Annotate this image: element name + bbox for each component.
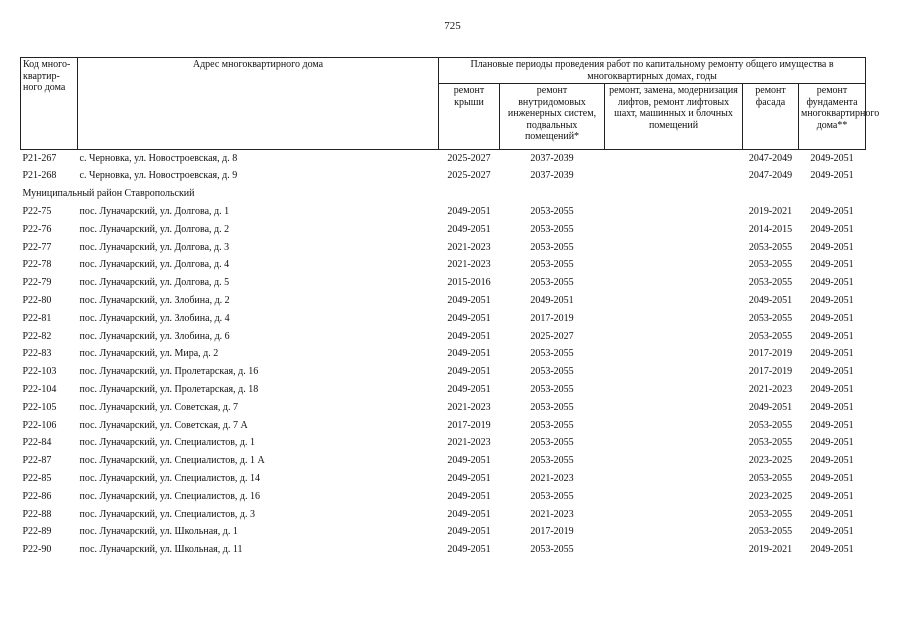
cell-facade: 2019-2021 — [748, 544, 793, 556]
cell-address: пос. Луначарский, ул. Долгова, д. 5 — [79, 277, 230, 289]
cell-foundation: 2049-2051 — [810, 472, 854, 484]
cell-roof: 2021-2023 — [447, 437, 491, 449]
cell-address: с. Черновка, ул. Новостроевская, д. 9 — [79, 170, 238, 182]
cell-address: пос. Луначарский, ул. Школьная, д. 1 — [79, 526, 238, 538]
cell-foundation: 2049-2051 — [810, 490, 854, 502]
cell-facade: 2053-2055 — [748, 472, 793, 484]
cell-engineering: 2053-2055 — [530, 241, 574, 253]
cell-engineering: 2037-2039 — [530, 170, 574, 182]
table-row — [21, 487, 866, 505]
cell-address: пос. Луначарский, ул. Долгова, д. 1 — [79, 205, 230, 217]
cell-foundation: 2049-2051 — [810, 241, 854, 253]
cell-foundation: 2049-2051 — [810, 205, 854, 217]
table-row — [21, 470, 866, 488]
cell-elevators — [605, 470, 743, 488]
header-elevators: ремонт, замена, модернизация лифтов, ремонт лифтовых шахт, машинных и блочных помещений — [605, 84, 743, 150]
cell-code: P22-82 — [22, 330, 52, 342]
cell-facade: 2053-2055 — [748, 526, 793, 538]
cell-elevators — [605, 345, 743, 363]
cell-roof: 2021-2023 — [447, 241, 491, 253]
cell-address: пос. Луначарский, ул. Советская, д. 7 А — [79, 419, 248, 431]
cell-facade: 2053-2055 — [748, 330, 793, 342]
header-facade: ремонт фасада — [743, 84, 799, 150]
cell-elevators — [605, 381, 743, 399]
cell-code: P21-268 — [22, 170, 57, 182]
cell-elevators — [605, 150, 743, 168]
cell-elevators — [605, 309, 743, 327]
cell-code: P22-104 — [22, 383, 57, 395]
cell-elevators — [605, 203, 743, 221]
cell-code: P22-78 — [22, 259, 52, 271]
cell-elevators — [605, 256, 743, 274]
cell-engineering: 2025-2027 — [530, 330, 574, 342]
cell-engineering: 2053-2055 — [530, 437, 574, 449]
cell-address: пос. Луначарский, ул. Злобина, д. 4 — [79, 312, 230, 324]
cell-foundation: 2049-2051 — [810, 455, 854, 467]
cell-foundation: 2049-2051 — [810, 401, 854, 413]
cell-engineering: 2037-2039 — [530, 153, 574, 164]
table-row — [21, 274, 866, 292]
table-row — [21, 381, 866, 399]
cell-address: пос. Луначарский, ул. Советская, д. 7 — [79, 401, 239, 413]
cell-facade: 2053-2055 — [748, 241, 793, 253]
cell-facade: 2053-2055 — [748, 508, 793, 520]
cell-foundation: 2049-2051 — [810, 383, 854, 395]
cell-address: пос. Луначарский, ул. Мира, д. 2 — [79, 348, 219, 360]
table-row — [21, 238, 866, 256]
cell-engineering: 2053-2055 — [530, 277, 574, 289]
cell-address: с. Черновка, ул. Новостроевская, д. 8 — [79, 153, 238, 164]
cell-roof: 2049-2051 — [447, 330, 491, 342]
cell-roof: 2049-2051 — [447, 223, 491, 235]
cell-code: P22-105 — [22, 401, 57, 413]
table-row — [21, 416, 866, 434]
cell-roof: 2025-2027 — [447, 153, 491, 164]
cell-code: P22-77 — [22, 241, 52, 253]
cell-elevators — [605, 541, 743, 559]
table-row — [21, 452, 866, 470]
cell-facade: 2053-2055 — [748, 259, 793, 271]
cell-code: P22-75 — [22, 205, 52, 217]
cell-code: P22-103 — [22, 366, 57, 378]
cell-address: пос. Луначарский, ул. Пролетарская, д. 18 — [79, 383, 259, 395]
cell-foundation: 2049-2051 — [810, 294, 854, 306]
cell-roof: 2049-2051 — [447, 526, 491, 538]
cell-address: пос. Луначарский, ул. Долгова, д. 3 — [79, 241, 230, 253]
table-row — [21, 398, 866, 416]
cell-engineering: 2053-2055 — [530, 259, 574, 271]
cell-code: P22-86 — [22, 490, 52, 502]
cell-code: P22-81 — [22, 312, 52, 324]
cell-code: P22-76 — [22, 223, 52, 235]
cell-code: P22-79 — [22, 277, 52, 289]
cell-foundation: 2049-2051 — [810, 508, 854, 520]
cell-code: P22-85 — [22, 472, 52, 484]
header-foundation: ремонт фундамента многоквартирного дома** — [799, 84, 866, 150]
cell-foundation: 2049-2051 — [810, 526, 854, 538]
header-roof: ремонт крыши — [439, 84, 500, 150]
cell-engineering: 2017-2019 — [530, 526, 574, 538]
table-row — [21, 345, 866, 363]
cell-foundation: 2049-2051 — [810, 366, 854, 378]
cell-elevators — [605, 523, 743, 541]
header-engineering: ремонт внутридомовых инженерных систем, подвальных помещений* — [500, 84, 605, 150]
cell-foundation: 2049-2051 — [810, 277, 854, 289]
page-number: 725 — [444, 20, 461, 32]
header-code: Код много-квартир-ного дома — [21, 58, 78, 150]
cell-facade: 2023-2025 — [748, 490, 793, 502]
cell-roof: 2049-2051 — [447, 205, 491, 217]
cell-code: P22-90 — [22, 544, 52, 556]
cell-foundation: 2049-2051 — [810, 312, 854, 324]
cell-facade: 2019-2021 — [748, 205, 793, 217]
capital-repair-table — [20, 57, 880, 559]
cell-code: P22-83 — [22, 348, 52, 360]
table-row — [21, 541, 866, 559]
cell-engineering: 2049-2051 — [530, 294, 574, 306]
cell-roof: 2049-2051 — [447, 366, 491, 378]
cell-roof: 2049-2051 — [447, 312, 491, 324]
cell-elevators — [605, 238, 743, 256]
cell-address: пос. Луначарский, ул. Специалистов, д. 3 — [79, 508, 255, 520]
cell-address: пос. Луначарский, ул. Злобина, д. 6 — [79, 330, 230, 342]
cell-elevators — [605, 505, 743, 523]
table-row — [21, 309, 866, 327]
cell-engineering: 2021-2023 — [530, 508, 574, 520]
cell-roof: 2015-2016 — [447, 277, 491, 289]
cell-roof: 2049-2051 — [447, 455, 491, 467]
cell-elevators — [605, 274, 743, 292]
cell-facade: 2047-2049 — [748, 170, 793, 182]
table-row — [21, 505, 866, 523]
cell-code: P22-89 — [22, 526, 52, 538]
table-row — [21, 434, 866, 452]
cell-code: P22-88 — [22, 508, 52, 520]
cell-roof: 2049-2051 — [447, 294, 491, 306]
cell-elevators — [605, 292, 743, 310]
district-row — [21, 185, 866, 203]
table-row — [21, 203, 866, 221]
cell-address: пос. Луначарский, ул. Специалистов, д. 16 — [79, 490, 260, 502]
cell-facade: 2017-2019 — [748, 366, 793, 378]
cell-foundation: 2049-2051 — [810, 437, 854, 449]
header-address: Адрес многоквартирного дома — [78, 58, 439, 150]
district-heading: Муниципальный район Ставропольский — [22, 188, 195, 200]
cell-facade: 2049-2051 — [748, 294, 793, 306]
cell-roof: 2049-2051 — [447, 490, 491, 502]
cell-foundation: 2049-2051 — [810, 330, 854, 342]
cell-engineering: 2021-2023 — [530, 472, 574, 484]
cell-code: P22-106 — [22, 419, 57, 431]
cell-foundation: 2049-2051 — [810, 259, 854, 271]
cell-code: P22-80 — [22, 294, 52, 306]
table-row — [21, 523, 866, 541]
cell-foundation: 2049-2051 — [810, 419, 854, 431]
table-row — [21, 327, 866, 345]
cell-foundation: 2049-2051 — [810, 544, 854, 556]
cell-engineering: 2053-2055 — [530, 455, 574, 467]
table-body — [21, 150, 866, 559]
cell-engineering: 2053-2055 — [530, 205, 574, 217]
cell-elevators — [605, 167, 743, 185]
cell-engineering: 2053-2055 — [530, 544, 574, 556]
cell-foundation: 2049-2051 — [810, 153, 854, 164]
cell-roof: 2049-2051 — [447, 383, 491, 395]
table-row — [21, 150, 866, 168]
cell-facade: 2021-2023 — [748, 383, 793, 395]
cell-address: пос. Луначарский, ул. Пролетарская, д. 16 — [79, 366, 259, 378]
cell-foundation: 2049-2051 — [810, 170, 854, 182]
cell-engineering: 2053-2055 — [530, 366, 574, 378]
cell-engineering: 2053-2055 — [530, 223, 574, 235]
cell-address: пос. Луначарский, ул. Специалистов, д. 1 — [79, 437, 255, 449]
cell-address: пос. Луначарский, ул. Специалистов, д. 14 — [79, 472, 260, 484]
cell-address: пос. Луначарский, ул. Долгова, д. 2 — [79, 223, 230, 235]
table-row — [21, 220, 866, 238]
cell-address: пос. Луначарский, ул. Специалистов, д. 1 А — [79, 455, 265, 467]
cell-address: пос. Луначарский, ул. Долгова, д. 4 — [79, 259, 230, 271]
table-row — [21, 363, 866, 381]
cell-facade: 2017-2019 — [748, 348, 793, 360]
cell-facade: 2014-2015 — [748, 223, 793, 235]
cell-roof: 2049-2051 — [447, 508, 491, 520]
cell-elevators — [605, 416, 743, 434]
cell-elevators — [605, 363, 743, 381]
cell-code: P22-87 — [22, 455, 52, 467]
cell-code: P22-84 — [22, 437, 52, 449]
cell-engineering: 2053-2055 — [530, 383, 574, 395]
cell-roof: 2021-2023 — [447, 401, 491, 413]
cell-facade: 2053-2055 — [748, 277, 793, 289]
cell-engineering: 2017-2019 — [530, 312, 574, 324]
cell-roof: 2049-2051 — [447, 544, 491, 556]
cell-facade: 2053-2055 — [748, 437, 793, 449]
cell-roof: 2021-2023 — [447, 259, 491, 271]
cell-engineering: 2053-2055 — [530, 490, 574, 502]
cell-facade: 2053-2055 — [748, 419, 793, 431]
cell-address: пос. Луначарский, ул. Школьная, д. 11 — [79, 544, 243, 556]
cell-roof: 2049-2051 — [447, 472, 491, 484]
header-periods: Плановые периоды проведения работ по капитальному ремонту общего имущества в многоквартирных домах, годы — [439, 58, 866, 84]
cell-foundation: 2049-2051 — [810, 348, 854, 360]
cell-elevators — [605, 452, 743, 470]
cell-facade: 2049-2051 — [748, 401, 793, 413]
cell-elevators — [605, 220, 743, 238]
cell-address: пос. Луначарский, ул. Злобина, д. 2 — [79, 294, 230, 306]
table-row — [21, 292, 866, 310]
cell-engineering: 2053-2055 — [530, 419, 574, 431]
cell-elevators — [605, 398, 743, 416]
cell-elevators — [605, 487, 743, 505]
cell-engineering: 2053-2055 — [530, 348, 574, 360]
cell-roof: 2017-2019 — [447, 419, 491, 431]
cell-roof: 2049-2051 — [447, 348, 491, 360]
cell-facade: 2047-2049 — [748, 153, 793, 164]
cell-elevators — [605, 434, 743, 452]
table-row — [21, 167, 866, 185]
cell-roof: 2025-2027 — [447, 170, 491, 182]
cell-facade: 2023-2025 — [748, 455, 793, 467]
table-row — [21, 256, 866, 274]
cell-elevators — [605, 327, 743, 345]
cell-code: P21-267 — [22, 153, 57, 164]
cell-facade: 2053-2055 — [748, 312, 793, 324]
cell-engineering: 2053-2055 — [530, 401, 574, 413]
cell-foundation: 2049-2051 — [810, 223, 854, 235]
